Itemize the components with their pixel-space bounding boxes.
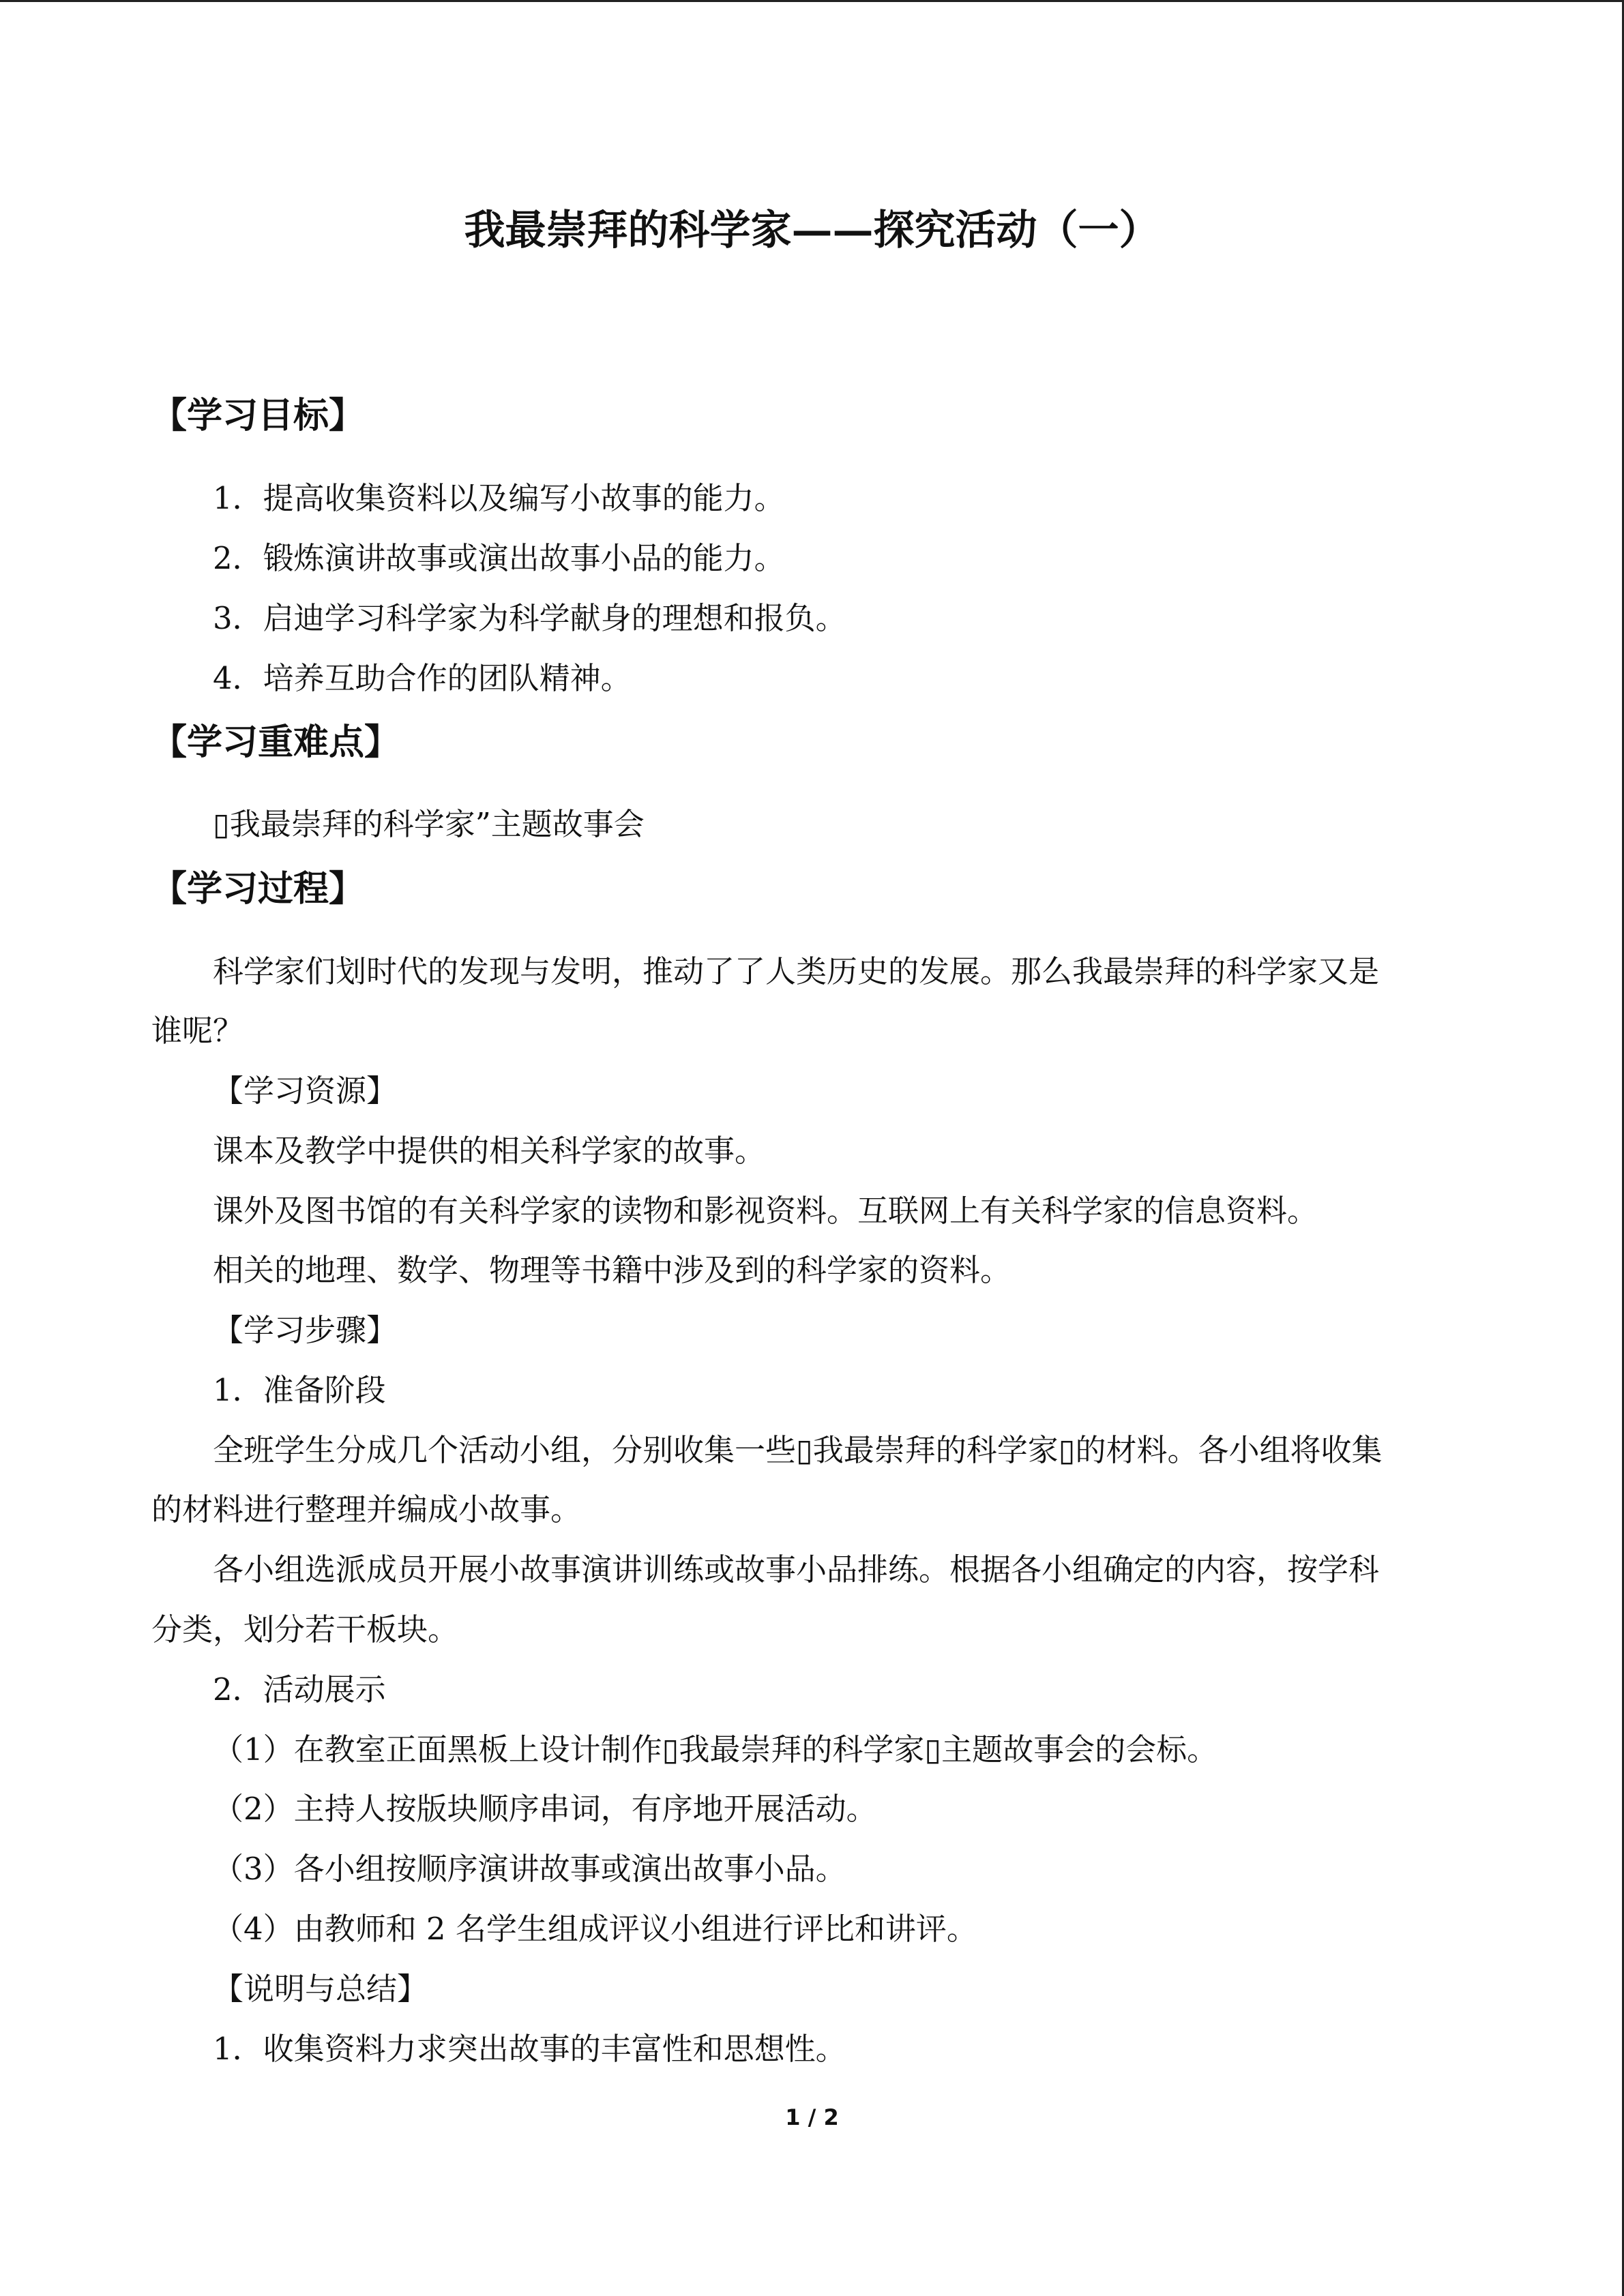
resources-heading: 【学习资源】	[213, 1073, 398, 1109]
stage-1-paragraph-2-line-2: 分类，划分若干板块。	[151, 1611, 459, 1648]
stage-1-paragraph-2-line-1: 各小组选派成员开展小故事演讲训练或故事小品排练。根据各小组确定的内容，按学科	[213, 1551, 1380, 1587]
stage-2-title: 2．活动展示	[213, 1671, 386, 1708]
section-heading-objectives: 【学习目标】	[151, 396, 365, 436]
stage-2-item-1: （1）在教室正面黑板上设计制作▯我最崇拜的科学家▯主题故事会的会标。	[213, 1731, 1218, 1768]
document-title: 我最崇拜的科学家——探究活动（一）	[464, 207, 1160, 254]
summary-heading: 【说明与总结】	[213, 1971, 428, 2007]
summary-item-1: 1．收集资料力求突出故事的丰富性和思想性。	[213, 2031, 846, 2067]
page-number: 1 / 2	[785, 2104, 839, 2130]
stage-1-paragraph-1-line-2: 的材料进行整理并编成小故事。	[151, 1491, 582, 1527]
steps-heading: 【学习步骤】	[213, 1312, 398, 1348]
objective-item-1: 1．提高收集资料以及编写小故事的能力。	[213, 480, 785, 516]
resource-item-2: 课外及图书馆的有关科学家的读物和影视资料。互联网上有关科学家的信息资料。	[213, 1193, 1318, 1229]
objective-item-3: 3．启迪学习科学家为科学献身的理想和报负。	[213, 600, 846, 636]
objective-item-4: 4．培养互助合作的团队精神。	[213, 660, 632, 696]
key-points-text: ▯我最崇拜的科学家”主题故事会	[213, 806, 645, 842]
process-intro-line-2: 谁呢？	[151, 1013, 244, 1049]
section-heading-process: 【学习过程】	[151, 869, 365, 910]
stage-2-item-3: （3）各小组按顺序演讲故事或演出故事小品。	[213, 1851, 846, 1887]
resource-item-1: 课本及教学中提供的相关科学家的故事。	[213, 1133, 766, 1169]
resource-item-3: 相关的地理、数学、物理等书籍中涉及到的科学家的资料。	[213, 1252, 1012, 1288]
stage-2-item-4: （4）由教师和 2 名学生组成评议小组进行评比和讲评。	[213, 1911, 977, 1947]
stage-1-title: 1．准备阶段	[213, 1372, 386, 1408]
stage-1-paragraph-1-line-1: 全班学生分成几个活动小组，分别收集一些▯我最崇拜的科学家▯的材料。各小组将收集	[213, 1432, 1383, 1468]
objective-item-2: 2．锻炼演讲故事或演出故事小品的能力。	[213, 540, 785, 576]
process-intro-line-1: 科学家们划时代的发现与发明，推动了了人类历史的发展。那么我最崇拜的科学家又是	[213, 953, 1380, 989]
section-heading-key-points: 【学习重难点】	[151, 722, 400, 763]
stage-2-item-2: （2）主持人按版块顺序串词，有序地开展活动。	[213, 1791, 877, 1827]
